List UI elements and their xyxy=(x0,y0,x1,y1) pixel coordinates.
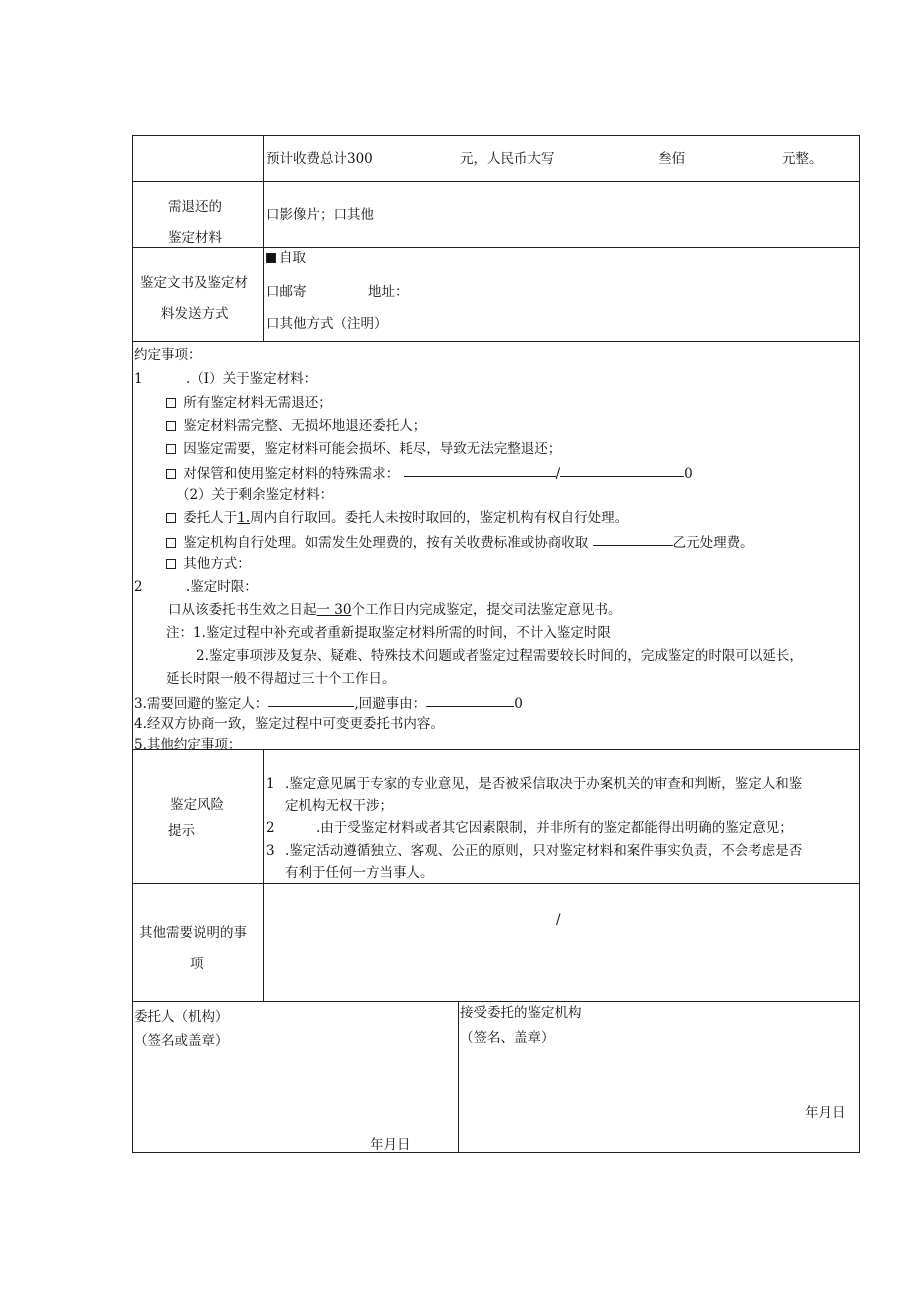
sub2-opt3-text: 其他方式： xyxy=(183,556,251,572)
risk-1-num: 1 xyxy=(266,776,275,792)
agreement-item1-num: 1 xyxy=(134,371,143,387)
special-need-blank-2[interactable] xyxy=(560,463,684,477)
other-notes-value: / xyxy=(556,912,561,928)
item1-option-4[interactable] xyxy=(166,463,693,483)
other-notes-label-1: 其他需要说明的事 xyxy=(139,925,247,941)
return-materials-value: 口影像片；口其他 xyxy=(266,207,374,223)
item1-option-1-text: 所有鉴定材料无需退还； xyxy=(183,395,332,411)
other-notes-label-2: 项 xyxy=(190,956,204,972)
item4: 4.经双方协商一致，鉴定过程中可变更委托书内容。 xyxy=(134,716,444,732)
risk-1-line-1: .鉴定意见属于专家的专业意见，是否被采信取决于办案机关的审查和判断，鉴定人和鉴 xyxy=(285,776,803,792)
item1-option-3-text: 因鉴定需要，鉴定材料可能会损坏、耗尽，导致无法完整退还； xyxy=(183,441,562,457)
delivery-mail-option[interactable]: 口邮寄 xyxy=(266,284,307,300)
row-divider xyxy=(132,1001,860,1002)
sub2-opt1-c: 周内自行取回。委托人未按时取回的，鉴定机构有权自行处理。 xyxy=(250,510,629,526)
note-1: 注：1.鉴定过程中补充或者重新提取鉴定材料所需的时间，不计入鉴定时限 xyxy=(166,625,611,641)
delivery-label-1: 鉴定文书及鉴定材 xyxy=(140,275,248,291)
item3-c: 0 xyxy=(514,696,523,712)
item2-opt-c: 个工作日内完成鉴定，提交司法鉴定意见书。 xyxy=(351,602,622,618)
delivery-label-2: 料发送方式 xyxy=(161,306,229,322)
fee-prefix: 预计收费总计 xyxy=(266,151,347,167)
special-need-end: 0 xyxy=(684,466,693,482)
fee-amount-upper: 叁佰 xyxy=(658,151,685,167)
item3-a: 3.需要回避的鉴定人： xyxy=(134,696,269,712)
note-2-line-2: 延长时限一般不得超过三十个工作日。 xyxy=(166,671,396,687)
fee-amount: 300 xyxy=(347,151,373,167)
item2-option[interactable] xyxy=(168,601,621,619)
return-materials-label-2: 鉴定材料 xyxy=(168,230,222,246)
item1-sub2-option-2[interactable] xyxy=(166,532,754,552)
delivery-self-option[interactable] xyxy=(266,249,306,267)
column-divider xyxy=(458,1001,459,1153)
checked-checkbox-icon[interactable] xyxy=(266,253,276,263)
agreement-item2-title: .鉴定时限： xyxy=(186,579,258,595)
risk-1-line-2: 定机构无权干涉； xyxy=(285,798,393,814)
item1-option-3[interactable] xyxy=(166,440,561,458)
agency-title: 接受委托的鉴定机构 xyxy=(460,1005,582,1021)
item1-option-2-text: 鉴定材料需完整、无损坏地退还委托人； xyxy=(183,418,427,434)
risk-2-line: .由于受鉴定材料或者其它因素限制，并非所有的鉴定都能得出明确的鉴定意见； xyxy=(316,820,793,836)
special-need-blank-1[interactable] xyxy=(404,463,556,477)
item1-option-2[interactable] xyxy=(166,417,426,435)
checkbox-icon[interactable] xyxy=(166,469,176,479)
agreement-item2-num: 2 xyxy=(134,579,143,595)
checkbox-icon[interactable] xyxy=(166,538,176,548)
checkbox-icon[interactable] xyxy=(166,398,176,408)
checkbox-icon[interactable] xyxy=(166,421,176,431)
delivery-address-label: 地址： xyxy=(368,284,409,300)
item2-days: 一 30 xyxy=(316,602,352,618)
special-need-separator: / xyxy=(555,466,561,482)
avoid-reason-blank[interactable] xyxy=(426,693,514,707)
item2-opt-a: 口从该委托书生效之日起 xyxy=(168,602,317,618)
note-2-line-1: 2.鉴定事项涉及复杂、疑难、特殊技术问题或者鉴定过程需要较长时间的，完成鉴定的时限可以延长， xyxy=(196,648,803,664)
row-divider xyxy=(132,341,860,342)
item1-option-1[interactable] xyxy=(166,394,332,412)
client-sign-hint: （签名或盖章） xyxy=(134,1033,229,1049)
column-divider xyxy=(263,135,264,341)
checkbox-icon[interactable] xyxy=(166,559,176,569)
item3-b: ,回避事由： xyxy=(354,696,427,712)
agency-date: 年月日 xyxy=(805,1105,846,1121)
fee-suffix: 元整。 xyxy=(782,151,823,167)
sub2-opt2-b: 乙元处理费。 xyxy=(672,535,754,551)
row-divider xyxy=(132,247,860,248)
item5: 5.其他约定事项： xyxy=(134,737,242,753)
avoid-person-blank[interactable] xyxy=(268,693,354,707)
risk-2-num: 2 xyxy=(266,820,275,836)
fee-unit: 元，人民币大写 xyxy=(460,151,555,167)
sub2-opt2-a: 鉴定机构自行处理。如需发生处理费的，按有关收费标准或协商收取 xyxy=(183,535,589,551)
column-divider xyxy=(263,749,264,1001)
risk-3-num: 3 xyxy=(266,843,275,859)
risk-label-2: 提示 xyxy=(168,823,195,839)
risk-label-1: 鉴定风险 xyxy=(170,797,224,813)
item3 xyxy=(134,693,523,713)
checkbox-icon[interactable] xyxy=(166,513,176,523)
row-divider xyxy=(132,181,860,182)
delivery-other-option[interactable]: 口其他方式（注明） xyxy=(266,316,388,332)
client-title: 委托人（机构） xyxy=(134,1009,229,1025)
disposal-fee-blank[interactable] xyxy=(593,532,673,546)
risk-3-line-2: 有利于任何一方当事人。 xyxy=(285,865,434,881)
item1-sub2-option-3[interactable] xyxy=(166,555,251,573)
agency-sign-hint: （签名、盖章） xyxy=(460,1030,555,1046)
fee-row xyxy=(266,150,373,168)
checkbox-icon[interactable] xyxy=(166,444,176,454)
agreement-title: 约定事项： xyxy=(134,347,202,363)
risk-3-line-1: .鉴定活动遵循独立、客观、公正的原则，只对鉴定材料和案件事实负责，不会考虑是否 xyxy=(285,843,803,859)
sub2-opt1-a: 委托人于 xyxy=(183,510,238,526)
item1-sub2-title: （2）关于剩余鉴定材料： xyxy=(176,487,334,503)
delivery-self-label: 自取 xyxy=(279,250,306,266)
client-date: 年月日 xyxy=(370,1137,411,1153)
agreement-item1-title: .（I）关于鉴定材料： xyxy=(186,371,318,387)
row-divider xyxy=(132,883,860,884)
item1-option-4-text: 对保管和使用鉴定材料的特殊需求： xyxy=(183,466,400,482)
sub2-opt1-weeks: 1. xyxy=(237,510,251,526)
return-materials-label-1: 需退还的 xyxy=(168,199,222,215)
item1-sub2-option-1[interactable] xyxy=(166,509,628,527)
